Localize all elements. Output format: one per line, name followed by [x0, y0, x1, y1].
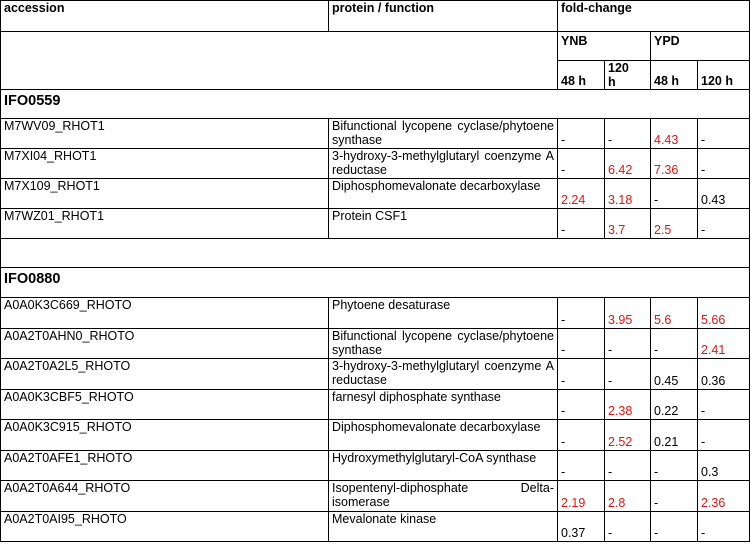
- table-row: [1, 328, 750, 359]
- ypd-120h-value: -: [698, 511, 750, 542]
- accession-cell: M7XI04_RHOT1: [1, 149, 329, 179]
- ypd-48h-value: 0.22: [651, 389, 698, 420]
- ynb-120h-value: -: [605, 328, 651, 359]
- ypd-48h-value: 0.21: [651, 420, 698, 451]
- ypd-48h-value: -: [651, 481, 698, 512]
- function-cell: Protein CSF1: [329, 209, 558, 239]
- ynb-120h-value: 3.18: [605, 179, 651, 209]
- table-row: [1, 149, 750, 179]
- ypd-48h-value: -: [651, 328, 698, 359]
- table-body: [1, 1, 750, 542]
- function-cell: Diphosphomevalonate decarboxylase: [329, 179, 558, 209]
- ynb-48h-value: -: [558, 298, 605, 329]
- ynb-48h-value: -: [558, 328, 605, 359]
- header-row-1: [1, 1, 750, 32]
- header-ypd-120h: 120 h: [698, 61, 750, 90]
- ypd-120h-value: 2.41: [698, 328, 750, 359]
- ynb-48h-value: -: [558, 209, 605, 239]
- table-row: [1, 298, 750, 329]
- ypd-48h-value: 4.43: [651, 119, 698, 149]
- header-ypd: YPD: [651, 32, 750, 61]
- accession-cell: M7WZ01_RHOT1: [1, 209, 329, 239]
- ypd-48h-value: 7.36: [651, 149, 698, 179]
- header-fold-change: fold-change: [558, 1, 750, 32]
- group-title: IFO0559: [1, 90, 750, 119]
- ypd-48h-value: 5.6: [651, 298, 698, 329]
- ypd-48h-value: 0.45: [651, 359, 698, 390]
- ypd-48h-value: -: [651, 450, 698, 481]
- spacer-row: [1, 239, 750, 268]
- accession-cell: A0A0K3CBF5_RHOTO: [1, 389, 329, 420]
- function-cell: 3-hydroxy-3-methylglutaryl coenzyme A reductase: [329, 149, 558, 179]
- header-blank-cell: [1, 32, 558, 90]
- table-row: [1, 359, 750, 390]
- accession-cell: A0A2T0AI95_RHOTO: [1, 511, 329, 542]
- header-ypd-48h: 48 h: [651, 61, 698, 90]
- ypd-120h-value: -: [698, 209, 750, 239]
- ynb-48h-value: -: [558, 149, 605, 179]
- function-cell: Isopentenyl-diphosphate Delta-isomerase: [329, 481, 558, 512]
- ynb-48h-value: -: [558, 450, 605, 481]
- ynb-120h-value: -: [605, 119, 651, 149]
- ynb-48h-value: -: [558, 119, 605, 149]
- ypd-48h-value: -: [651, 179, 698, 209]
- ypd-48h-value: 2.5: [651, 209, 698, 239]
- ynb-120h-value: -: [605, 450, 651, 481]
- ypd-120h-value: -: [698, 119, 750, 149]
- function-cell: Bifunctional lycopene cyclase/phytoene synthase: [329, 328, 558, 359]
- accession-cell: A0A2T0AHN0_RHOTO: [1, 328, 329, 359]
- accession-cell: M7X109_RHOT1: [1, 179, 329, 209]
- ynb-48h-value: 0.37: [558, 511, 605, 542]
- group-title: IFO0880: [1, 268, 750, 298]
- function-cell: Diphosphomevalonate decarboxylase: [329, 420, 558, 451]
- header-row-2: [1, 32, 750, 61]
- table-row: [1, 209, 750, 239]
- accession-cell: A0A2T0AFE1_RHOTO: [1, 450, 329, 481]
- table-row: [1, 389, 750, 420]
- function-cell: Bifunctional lycopene cyclase/phytoene synthase: [329, 119, 558, 149]
- accession-cell: A0A0K3C669_RHOTO: [1, 298, 329, 329]
- accession-cell: M7WV09_RHOT1: [1, 119, 329, 149]
- ypd-120h-value: 2.36: [698, 481, 750, 512]
- ynb-120h-value: 2.8: [605, 481, 651, 512]
- table-row: [1, 511, 750, 542]
- table-row: [1, 119, 750, 149]
- accession-cell: A0A2T0A644_RHOTO: [1, 481, 329, 512]
- header-ynb-48h: 48 h: [558, 61, 605, 90]
- ynb-48h-value: -: [558, 420, 605, 451]
- accession-cell: A0A2T0A2L5_RHOTO: [1, 359, 329, 390]
- table-row: [1, 420, 750, 451]
- ypd-120h-value: 0.43: [698, 179, 750, 209]
- ynb-120h-value: 3.95: [605, 298, 651, 329]
- ypd-120h-value: 5.66: [698, 298, 750, 329]
- header-accession: accession: [1, 1, 329, 32]
- ypd-48h-value: -: [651, 511, 698, 542]
- table-row: [1, 450, 750, 481]
- function-cell: farnesyl diphosphate synthase: [329, 389, 558, 420]
- header-ynb: YNB: [558, 32, 651, 61]
- group-row: [1, 90, 750, 119]
- spacer-cell: [1, 239, 750, 268]
- group-row: [1, 268, 750, 298]
- ypd-120h-value: -: [698, 389, 750, 420]
- ypd-120h-value: -: [698, 149, 750, 179]
- ypd-120h-value: -: [698, 420, 750, 451]
- function-cell: Hydroxymethylglutaryl-CoA synthase: [329, 450, 558, 481]
- header-ynb-120h: 120 h: [605, 61, 651, 90]
- function-cell: Mevalonate kinase: [329, 511, 558, 542]
- ynb-120h-value: 2.38: [605, 389, 651, 420]
- header-protein-function: protein / function: [329, 1, 558, 32]
- ynb-120h-value: 6.42: [605, 149, 651, 179]
- ynb-120h-value: -: [605, 511, 651, 542]
- ynb-48h-value: 2.24: [558, 179, 605, 209]
- ypd-120h-value: 0.3: [698, 450, 750, 481]
- ypd-120h-value: 0.36: [698, 359, 750, 390]
- table-row: [1, 179, 750, 209]
- ynb-120h-value: 2.52: [605, 420, 651, 451]
- ynb-120h-value: -: [605, 359, 651, 390]
- function-cell: Phytoene desaturase: [329, 298, 558, 329]
- function-cell: 3-hydroxy-3-methylglutaryl coenzyme A reductase: [329, 359, 558, 390]
- accession-cell: A0A0K3C915_RHOTO: [1, 420, 329, 451]
- ynb-120h-value: 3.7: [605, 209, 651, 239]
- ynb-48h-value: 2.19: [558, 481, 605, 512]
- table-row: [1, 481, 750, 512]
- ynb-48h-value: -: [558, 359, 605, 390]
- ynb-48h-value: -: [558, 389, 605, 420]
